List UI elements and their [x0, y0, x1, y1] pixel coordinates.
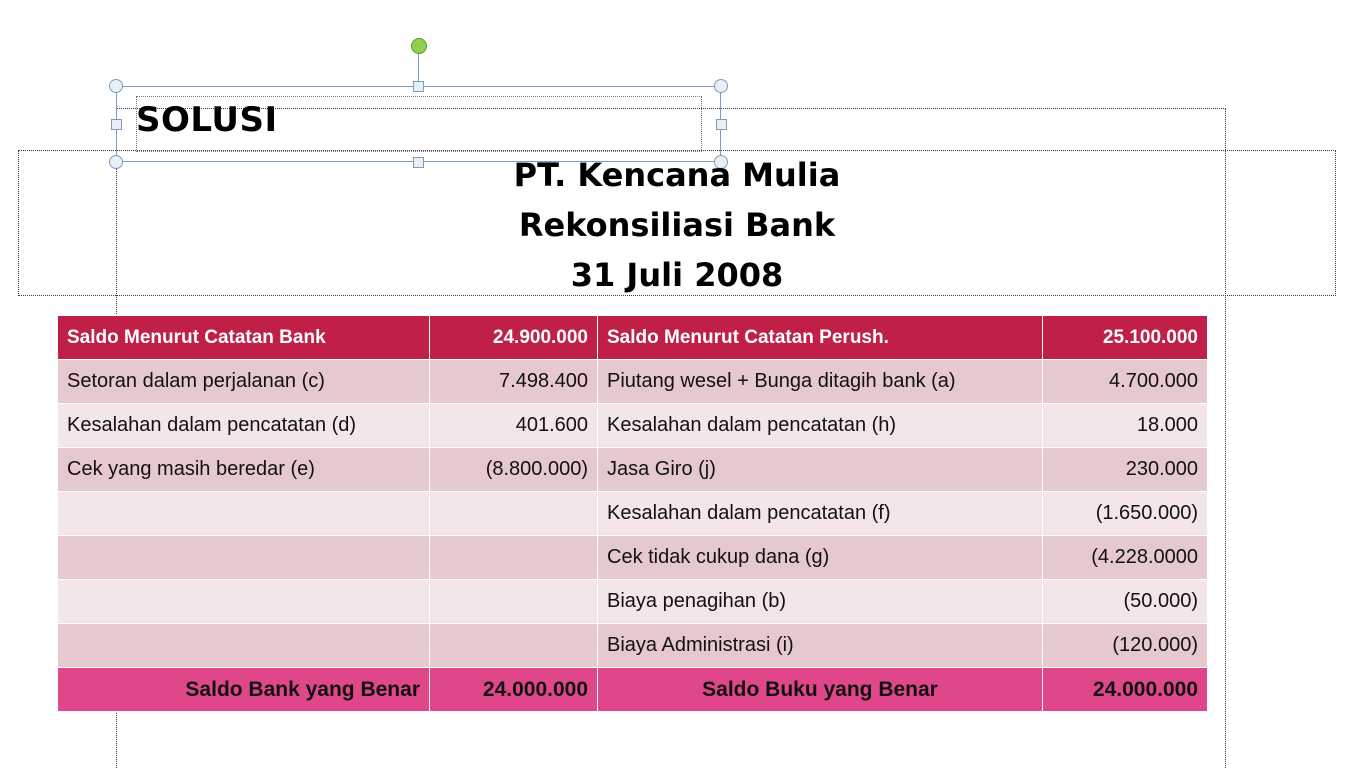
- footer-company-label: Saldo Buku yang Benar: [598, 668, 1043, 712]
- table-row: [58, 624, 1208, 668]
- rotate-handle-icon[interactable]: [411, 38, 427, 54]
- bank-item-label: [58, 580, 430, 624]
- bank-item-value: 7.498.400: [430, 360, 598, 404]
- bank-item-label: Setoran dalam perjalanan (c): [58, 360, 430, 404]
- header-bank-label: Saldo Menurut Catatan Bank: [58, 316, 430, 360]
- header-company-label: Saldo Menurut Catatan Perush.: [598, 316, 1043, 360]
- table-row: [58, 580, 1208, 624]
- footer-company-value: 24.000.000: [1043, 668, 1208, 712]
- document-date: 31 Juli 2008: [570, 256, 784, 294]
- resize-handle-top-left[interactable]: [109, 79, 123, 93]
- table-footer-row: [58, 668, 1208, 712]
- company-item-label: Biaya penagihan (b): [598, 580, 1043, 624]
- company-item-value: (120.000): [1043, 624, 1208, 668]
- bank-item-label: [58, 624, 430, 668]
- company-item-value: 18.000: [1043, 404, 1208, 448]
- bank-item-label: Cek yang masih beredar (e): [58, 448, 430, 492]
- company-name: PT. Kencana Mulia: [513, 156, 841, 194]
- reconciliation-table: [57, 315, 1208, 712]
- company-item-value: 230.000: [1043, 448, 1208, 492]
- company-item-label: Kesalahan dalam pencatatan (h): [598, 404, 1043, 448]
- table-row: [58, 536, 1208, 580]
- company-item-value: (1.650.000): [1043, 492, 1208, 536]
- resize-handle-left[interactable]: [111, 119, 122, 130]
- company-item-label: Piutang wesel + Bunga ditagih bank (a): [598, 360, 1043, 404]
- resize-handle-right[interactable]: [716, 119, 727, 130]
- footer-bank-label: Saldo Bank yang Benar: [58, 668, 430, 712]
- bank-item-value: [430, 536, 598, 580]
- header-company-value: 25.100.000: [1043, 316, 1208, 360]
- bank-item-value: [430, 580, 598, 624]
- bank-item-label: [58, 492, 430, 536]
- table-header-row: [58, 316, 1208, 360]
- bank-item-label: Kesalahan dalam pencatatan (d): [58, 404, 430, 448]
- table-row: [58, 404, 1208, 448]
- footer-bank-value: 24.000.000: [430, 668, 598, 712]
- company-item-label: Kesalahan dalam pencatatan (f): [598, 492, 1043, 536]
- company-item-value: 4.700.000: [1043, 360, 1208, 404]
- company-item-label: Jasa Giro (j): [598, 448, 1043, 492]
- company-item-label: Cek tidak cukup dana (g): [598, 536, 1043, 580]
- bank-item-value: [430, 624, 598, 668]
- company-item-label: Biaya Administrasi (i): [598, 624, 1043, 668]
- table-row: [58, 492, 1208, 536]
- bank-item-value: [430, 492, 598, 536]
- title-textbox-text[interactable]: SOLUSI: [136, 100, 278, 140]
- resize-handle-top[interactable]: [413, 81, 424, 92]
- bank-item-value: 401.600: [430, 404, 598, 448]
- header-bank-value: 24.900.000: [430, 316, 598, 360]
- company-item-value: (4.228.0000: [1043, 536, 1208, 580]
- document-title: Rekonsiliasi Bank: [518, 206, 836, 244]
- bank-item-value: (8.800.000): [430, 448, 598, 492]
- resize-handle-top-right[interactable]: [714, 79, 728, 93]
- bank-item-label: [58, 536, 430, 580]
- table-row: [58, 360, 1208, 404]
- company-item-value: (50.000): [1043, 580, 1208, 624]
- table-row: [58, 448, 1208, 492]
